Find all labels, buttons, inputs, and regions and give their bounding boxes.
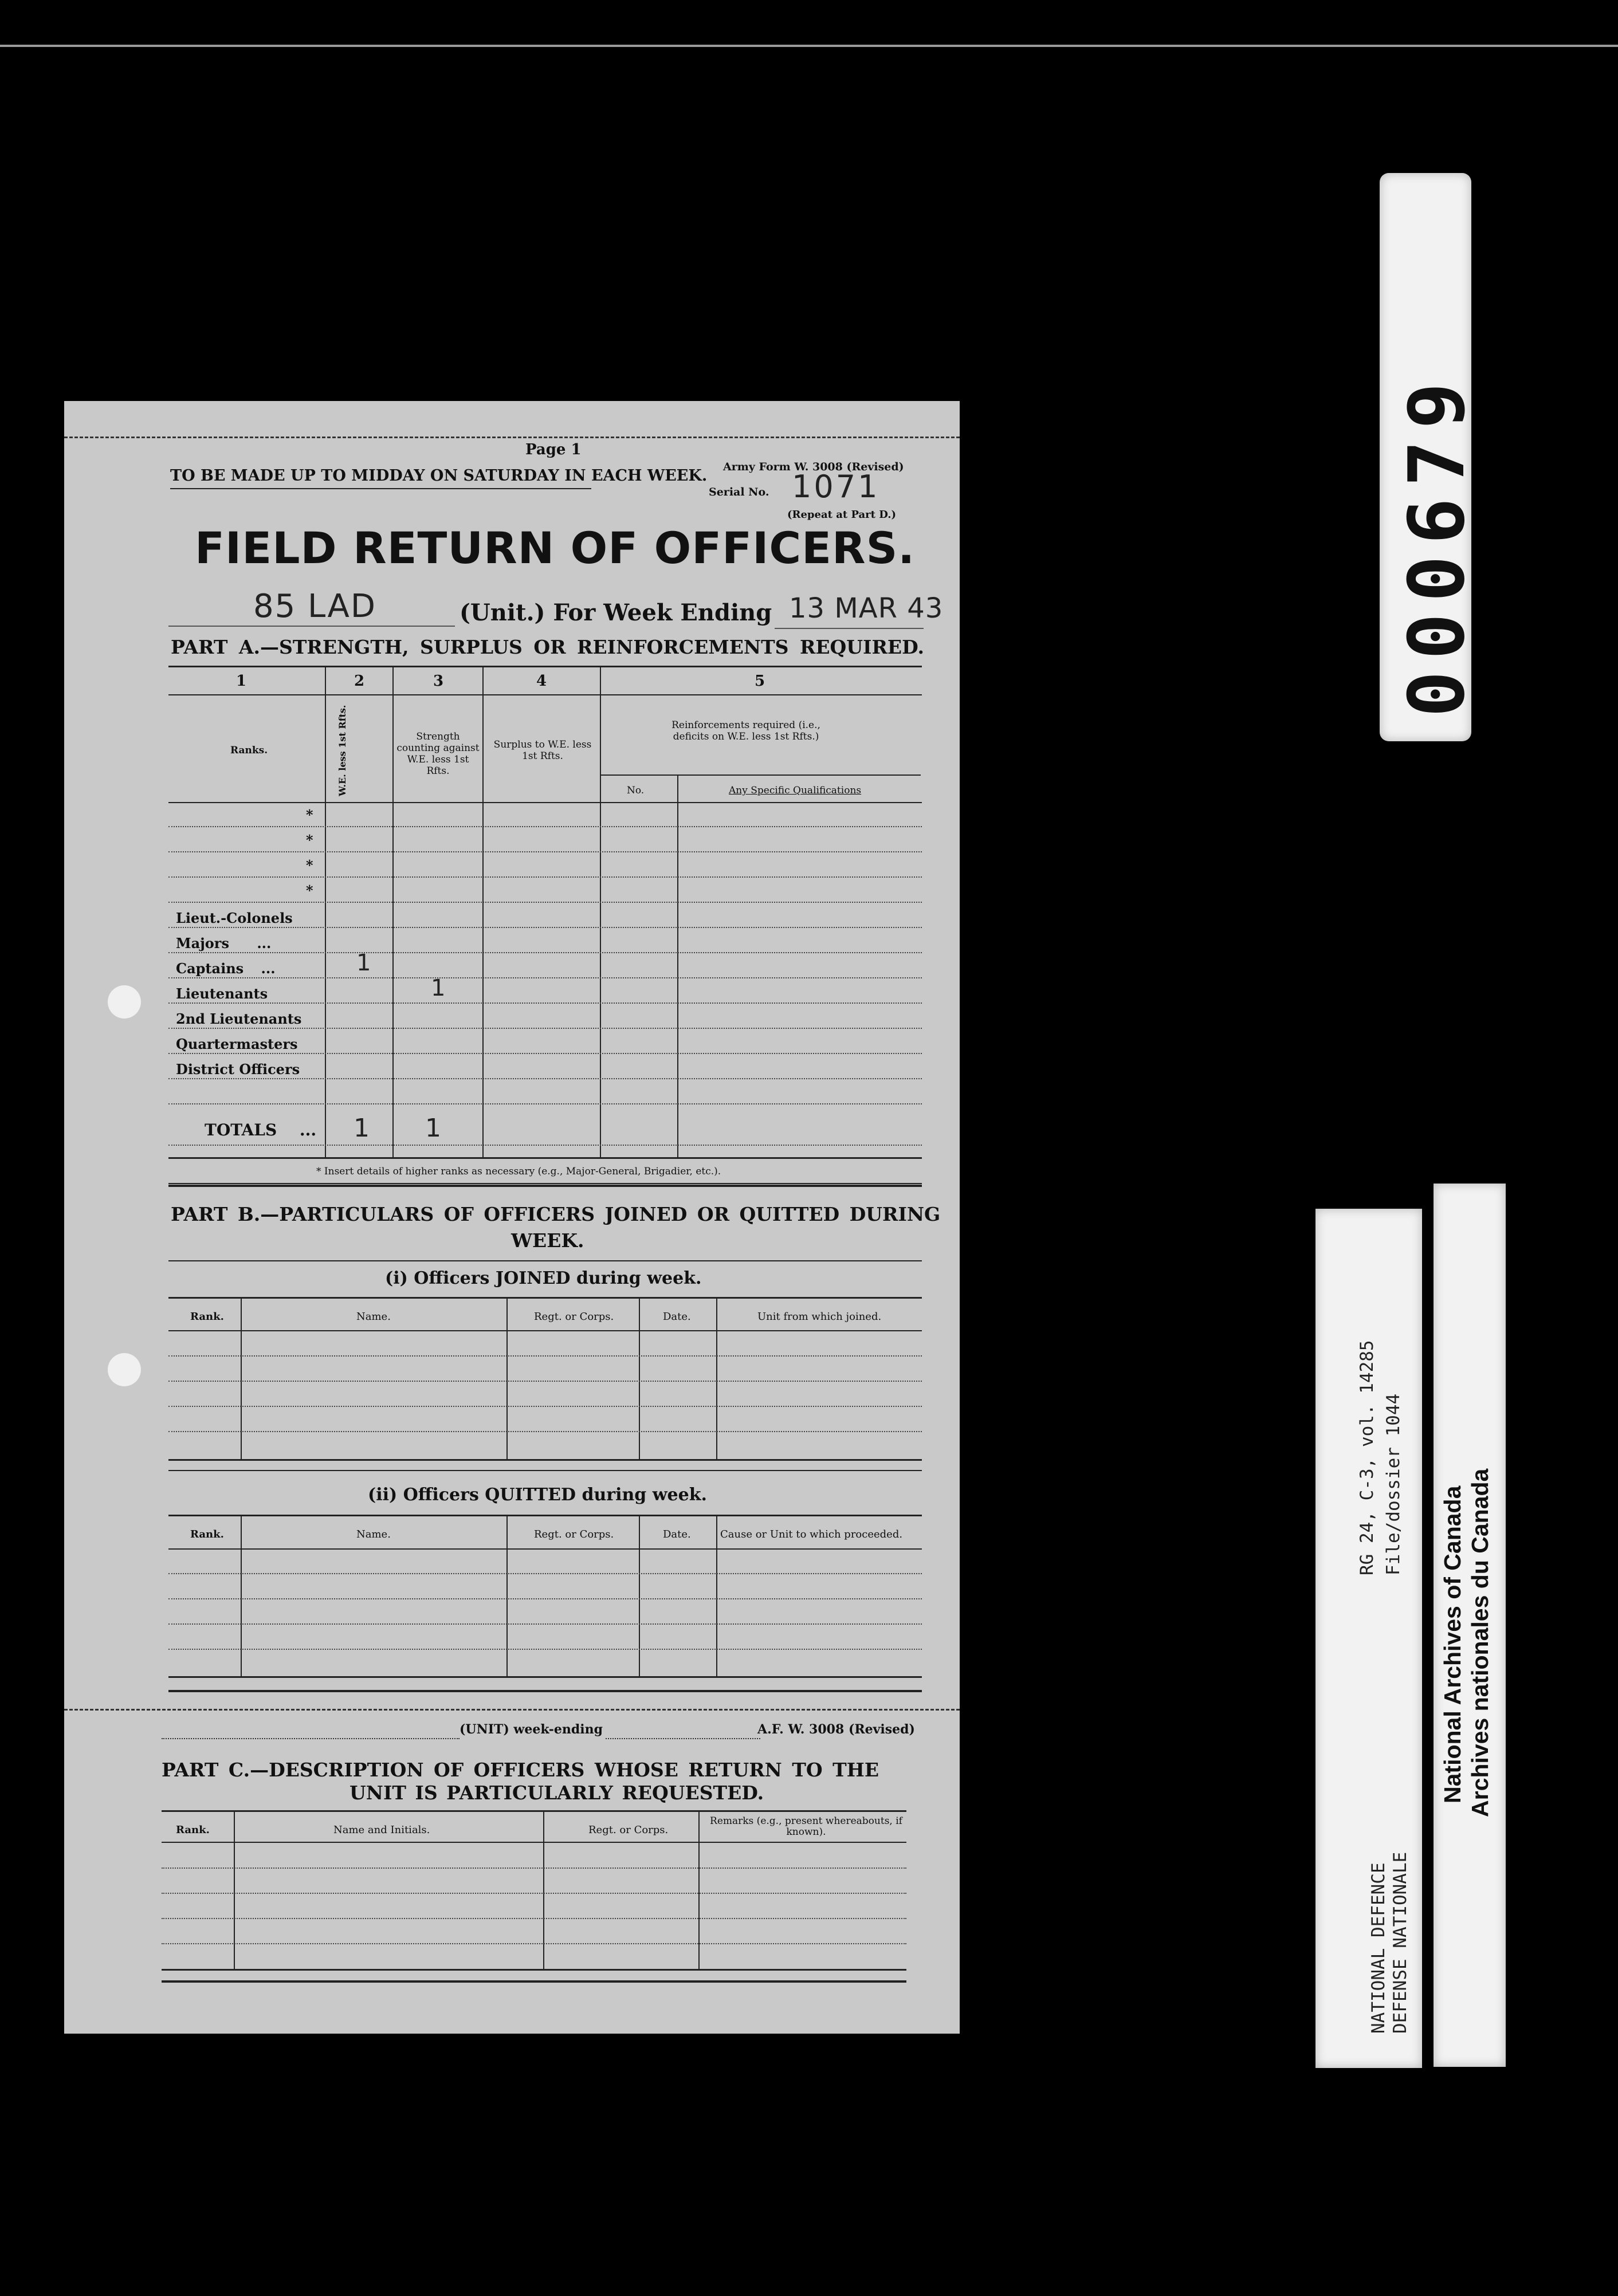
- part-c-divider-2: [543, 1810, 544, 1969]
- ruling-line: [162, 1868, 906, 1869]
- archives-french: Archives nationales du Canada: [1467, 1468, 1493, 1817]
- part-a-title: PART A.—STRENGTH, SURPLUS OR REINFORCEMENTS REQUIRED.: [171, 636, 924, 658]
- part-c-header-rank: Rank.: [176, 1824, 210, 1836]
- joined-header-rank: Rank.: [190, 1311, 224, 1323]
- ruling-line: [168, 1623, 922, 1625]
- rank-2nd-lieutenants: 2nd Lieutenants: [176, 1011, 302, 1027]
- week-ending-value: 13 MAR 43: [789, 592, 944, 624]
- joined-divider-2: [506, 1297, 508, 1459]
- quitted-top-rule: [168, 1515, 922, 1516]
- quitted-header-rank: Rank.: [190, 1528, 224, 1540]
- ruling-line: [168, 826, 922, 827]
- ruling-line: [168, 952, 922, 953]
- ruling-line: [168, 1406, 922, 1407]
- rank-quartermasters: Quartermasters: [176, 1036, 298, 1052]
- quitted-title: (ii) Officers QUITTED during week.: [368, 1485, 707, 1505]
- part-c-header-regt: Regt. or Corps.: [588, 1824, 669, 1836]
- ruling-line: [168, 977, 922, 978]
- joined-divider-1: [241, 1297, 242, 1459]
- serial-value: 1071: [792, 469, 880, 505]
- captains-we-value: 1: [356, 950, 371, 976]
- ruling-line: [168, 1573, 922, 1574]
- quitted-divider-3: [639, 1515, 640, 1676]
- quitted-header-date: Date.: [663, 1528, 691, 1540]
- quitted-double-rule: [168, 1690, 922, 1692]
- col-divider-3: [482, 666, 484, 1157]
- part-c-title-line2: UNIT IS PARTICULARLY REQUESTED.: [349, 1782, 764, 1804]
- col-number-3: 3: [433, 673, 444, 690]
- totals-we-value: 1: [354, 1114, 370, 1143]
- department-label: [1315, 1209, 1422, 2068]
- rank-lieut-colonels: Lieut.-Colonels: [176, 910, 293, 926]
- ruling-line: [162, 1918, 906, 1919]
- reinforcement-subrule: [600, 774, 921, 776]
- repeat-note: (Repeat at Part D.): [787, 509, 896, 521]
- ruling-line: [168, 1355, 922, 1357]
- frame-number-tab: [1380, 173, 1482, 741]
- part-c-header-remarks: Remarks (e.g., present whereabouts, if known).: [710, 1815, 902, 1838]
- department-line2: DEFENSE NATIONALE: [1390, 1851, 1411, 2034]
- unit-week-label: (Unit.) For Week Ending: [460, 599, 772, 626]
- col-divider-5: [677, 774, 678, 1157]
- qualifications-header: Any Specific Qualifications: [729, 785, 862, 796]
- strength-header: Strength counting against W.E. less 1st Rfts.: [396, 731, 480, 777]
- quitted-header-name: Name.: [356, 1528, 391, 1540]
- col-number-4: 4: [536, 673, 547, 690]
- ruling-line: [168, 1145, 922, 1146]
- part-c-header-rule: [162, 1842, 906, 1843]
- part-c-header-name: Name and Initials.: [333, 1824, 430, 1836]
- ruling-line: [168, 1028, 922, 1029]
- quitted-header-rule: [168, 1548, 922, 1550]
- part-b-title-line2: WEEK.: [511, 1229, 584, 1252]
- col-divider-4: [600, 666, 601, 1157]
- rank-captains: Captains ...: [176, 960, 276, 977]
- part-a-num-rule: [168, 694, 922, 695]
- ruling-line: [162, 1893, 906, 1894]
- ranks-header: Ranks.: [230, 745, 268, 756]
- ruling-line: [168, 851, 922, 852]
- ruling-line: [168, 1103, 922, 1104]
- we-less-header: W.E. less 1st Rfts.: [337, 705, 348, 796]
- field-return-form: [64, 401, 960, 2034]
- quitted-divider-2: [506, 1515, 508, 1676]
- ruling-line: [168, 1053, 922, 1054]
- reference-line1: RG 24, C-3, vol. 14285: [1357, 1340, 1377, 1575]
- ruling-line: [168, 1598, 922, 1599]
- serial-label: Serial No.: [709, 486, 769, 498]
- punch-hole-upper: [108, 985, 141, 1019]
- unit-underline: [168, 626, 455, 627]
- joined-header-date: Date.: [663, 1311, 691, 1323]
- part-c-unit-blank: [162, 1725, 460, 1739]
- ruling-line: [168, 927, 922, 928]
- army-form-label: Army Form W. 3008 (Revised): [723, 461, 904, 473]
- rank-lieutenants: Lieutenants: [176, 985, 268, 1002]
- quitted-separator: [168, 1470, 922, 1471]
- joined-title: (i) Officers JOINED during week.: [385, 1268, 702, 1288]
- joined-top-rule: [168, 1297, 922, 1299]
- part-a-header-rule: [168, 802, 922, 803]
- form-title: FIELD RETURN OF OFFICERS.: [195, 522, 916, 573]
- archives-english: National Archives of Canada: [1439, 1485, 1466, 1803]
- star-row-4: *: [306, 882, 313, 899]
- quitted-divider-4: [716, 1515, 717, 1676]
- part-c-week-blank: [606, 1725, 760, 1739]
- part-b-rule: [168, 1260, 922, 1261]
- star-row-2: *: [306, 832, 313, 848]
- perforation-top: [64, 437, 960, 438]
- ruling-line: [168, 1078, 922, 1079]
- joined-header-name: Name.: [356, 1311, 391, 1323]
- part-c-double-rule: [162, 1980, 906, 1983]
- col-number-5: 5: [755, 673, 765, 690]
- part-c-top-rule: [162, 1810, 906, 1812]
- ruling-line: [168, 1649, 922, 1650]
- reinforcements-header: Reinforcements required (i.e., deficits on W.E. less 1st Rfts.): [671, 720, 820, 742]
- part-a-footnote-rule: [168, 1183, 922, 1184]
- part-c-unit-line: (UNIT) week-ending: [460, 1722, 603, 1737]
- col-number-2: 2: [354, 673, 365, 690]
- archives-label: [1434, 1184, 1506, 2067]
- part-c-bottom-rule: [162, 1969, 906, 1971]
- ruling-line: [168, 1431, 922, 1432]
- part-c-divider-1: [234, 1810, 235, 1969]
- joined-divider-3: [639, 1297, 640, 1459]
- rank-majors: Majors ...: [176, 935, 272, 952]
- surplus-header: Surplus to W.E. less 1st Rfts.: [493, 739, 592, 762]
- col-divider-1: [325, 666, 326, 1157]
- part-a-top-rule: [168, 666, 922, 667]
- instruction-underline: [170, 488, 591, 489]
- part-c-title-line1: PART C.—DESCRIPTION OF OFFICERS WHOSE RETURN TO THE: [162, 1759, 879, 1781]
- part-b-title-line1: PART B.—PARTICULARS OF OFFICERS JOINED OR QUITTED DURING: [171, 1203, 941, 1225]
- reference-line2: File/dossier 1044: [1383, 1393, 1404, 1575]
- star-row-1: *: [306, 807, 313, 823]
- instruction-text: TO BE MADE UP TO MIDDAY ON SATURDAY IN EACH WEEK.: [170, 467, 708, 485]
- week-ending-underline: [775, 628, 924, 629]
- unit-value: 85 LAD: [253, 588, 376, 625]
- quitted-divider-1: [241, 1515, 242, 1676]
- ruling-line: [168, 876, 922, 878]
- quitted-header-regt: Regt. or Corps.: [534, 1528, 614, 1540]
- lieutenants-strength-value: 1: [431, 975, 446, 1001]
- joined-header-regt: Regt. or Corps.: [534, 1311, 614, 1323]
- perforation-middle: [64, 1709, 960, 1711]
- part-a-footnote-rule-double: [168, 1185, 922, 1187]
- ruling-line: [168, 1381, 922, 1382]
- part-a-footnote: * Insert details of higher ranks as necessary (e.g., Major-General, Brigadier, etc.).: [316, 1166, 721, 1177]
- punch-hole-lower: [108, 1353, 141, 1386]
- totals-label: TOTALS ...: [205, 1121, 317, 1139]
- part-c-form-label: A.F. W. 3008 (Revised): [757, 1722, 915, 1737]
- frame-number: 000679: [1392, 371, 1482, 717]
- joined-divider-4: [716, 1297, 717, 1459]
- ruling-line: [168, 902, 922, 903]
- department-line1: NATIONAL DEFENCE: [1368, 1862, 1389, 2034]
- part-a-bottom-rule: [168, 1157, 922, 1159]
- part-c-divider-3: [698, 1810, 700, 1969]
- star-row-3: *: [306, 857, 313, 874]
- joined-bottom-rule: [168, 1459, 922, 1461]
- joined-header-unit: Unit from which joined.: [757, 1311, 882, 1323]
- quitted-header-cause: Cause or Unit to which proceeded.: [720, 1528, 903, 1540]
- totals-strength-value: 1: [425, 1114, 441, 1143]
- rank-district-officers: District Officers: [176, 1061, 300, 1078]
- ruling-line: [168, 1002, 922, 1004]
- quitted-bottom-rule: [168, 1676, 922, 1678]
- no-header: No.: [627, 785, 645, 796]
- top-border-line: [0, 45, 1618, 47]
- ruling-line: [162, 1943, 906, 1944]
- joined-header-rule: [168, 1330, 922, 1331]
- page-label: Page 1: [525, 441, 582, 458]
- col-divider-2: [392, 666, 394, 1157]
- col-number-1: 1: [236, 673, 247, 690]
